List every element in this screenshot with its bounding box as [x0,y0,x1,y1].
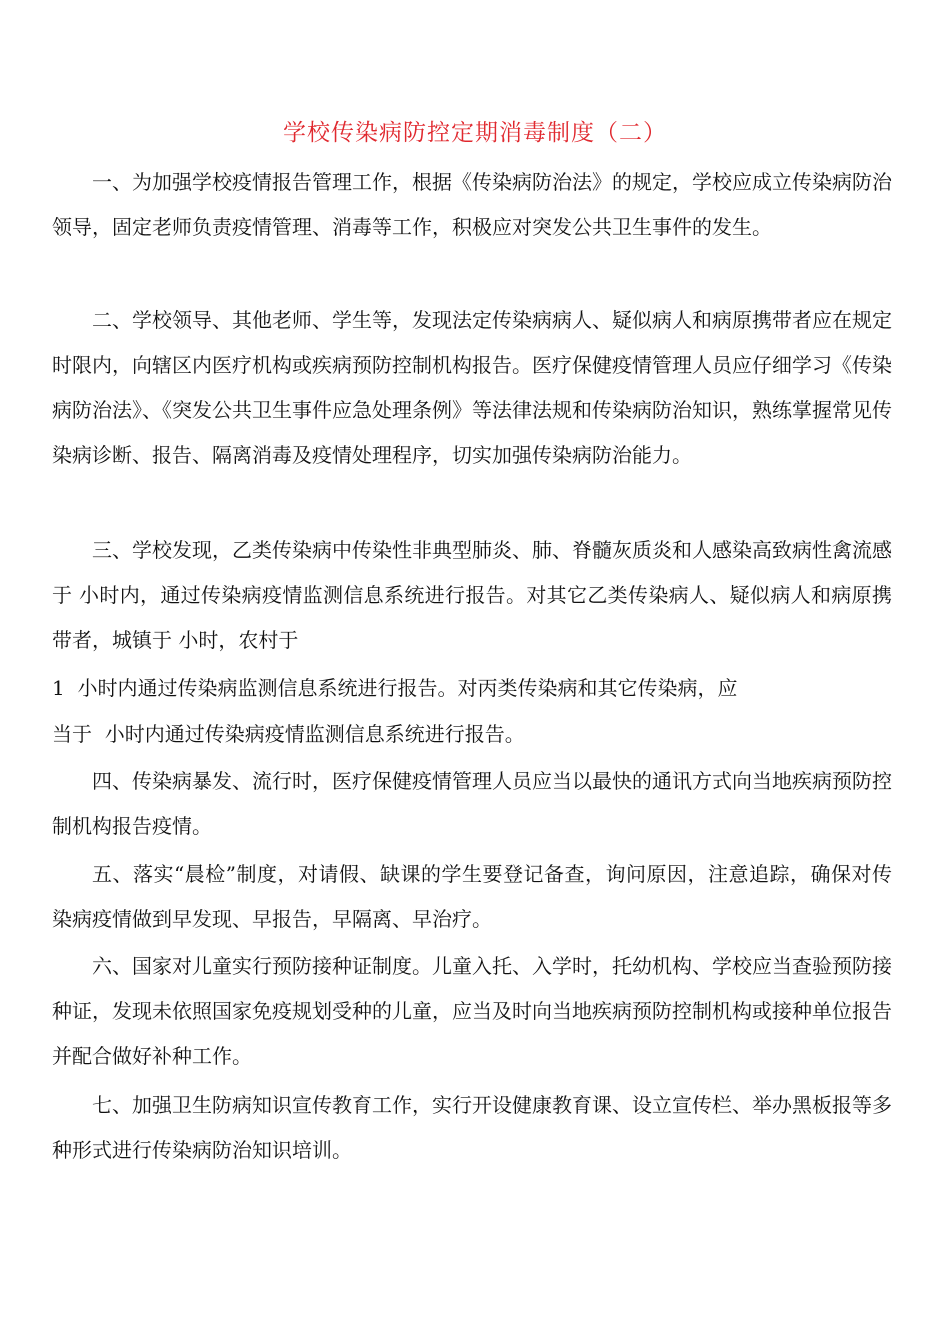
paragraph-7: 七、加强卫生防病知识宣传教育工作，实行开设健康教育课、设立宣传栏、举办黑板报等多种形式进行传染病防治知识培训。 [52,1093,892,1162]
paragraph-4: 四、传染病暴发、流行时，医疗保健疫情管理人员应当以最快的通讯方式向当地疾病预防控制机构报告疫情。 [52,769,892,838]
paragraph-1: 一、为加强学校疫情报告管理工作，根据《传染病防治法》的规定，学校应成立传染病防治领导，固定老师负责疫情管理、消毒等工作，积极应对突发公共卫生事件的发生。 [52,170,892,239]
paragraph-5: 五、落实“晨检”制度，对请假、缺课的学生要登记备查，询问原因，注意追踪，确保对传染病疫情做到早发现、早报告，早隔离、早治疗。 [52,862,892,931]
document-title: 学校传染病防控定期消毒制度（二） [283,120,667,146]
paragraph-6: 六、国家对儿童实行预防接种证制度。儿童入托、入学时，托幼机构、学校应当查验预防接种证，发现未依照国家免疫规划受种的儿童，应当及时向当地疾病预防控制机构或接种单位报告并配合做好补种工作。 [52,954,892,1068]
paragraph-2: 二、学校领导、其他老师、学生等，发现法定传染病病人、疑似病人和病原携带者应在规定时限内，向辖区内医疗机构或疾病预防控制机构报告。医疗保健疫情管理人员应仔细学习《传染病防治法》、《突发公共卫生事件应急处理条例》等法律法规和传染病防治知识，熟练掌握常见传染病诊断、报告、隔离消毒及疫情处理程序，切实加强传染病防治能力。 [52,308,892,467]
paragraph-3: 三、学校发现，乙类传染病中传染性非典型肺炎、肺、脊髓灰质炎和人感染高致病性禽流感于 小时内，通过传染病疫情监测信息系统进行报告。对其它乙类传染病人、疑似病人和病原携带者，城镇于 小时，农村于 [52,538,892,652]
paragraph-3-line-5: 当于 小时内通过传染病疫情监测信息系统进行报告。 [52,722,525,746]
paragraph-3-line-4: 1 小时内通过传染病监测信息系统进行报告。对丙类传染病和其它传染病，应 [52,676,738,700]
